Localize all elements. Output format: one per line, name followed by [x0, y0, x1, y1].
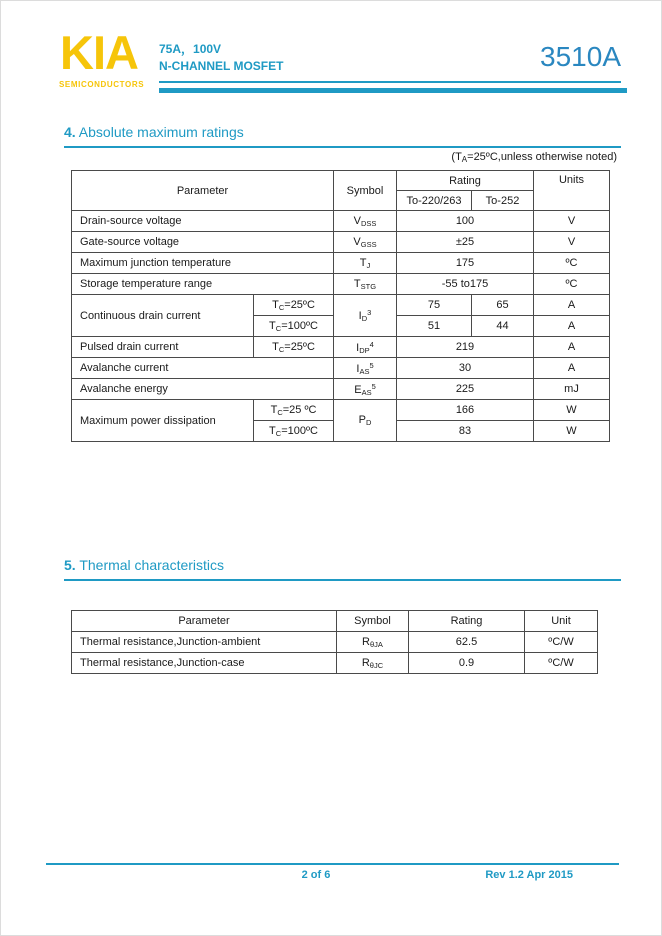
cell-rating: -55 to175: [397, 274, 534, 295]
cell-rating: 65: [472, 295, 534, 316]
table-header-row: [72, 611, 598, 632]
cell-unit: W: [534, 421, 610, 442]
table-row: [72, 653, 598, 674]
table-row: [72, 295, 610, 316]
cell-parameter: Pulsed drain current: [72, 337, 254, 358]
cell-rating: ±25: [397, 232, 534, 253]
table-row: [72, 253, 610, 274]
cell-rating: 83: [397, 421, 534, 442]
cell-symbol: IAS$^5$: [334, 358, 397, 379]
cell-rating: 219: [397, 337, 534, 358]
section-rule-thermal: [64, 579, 621, 581]
cell-unit: ºC: [534, 253, 610, 274]
header-parameter: Parameter: [72, 611, 337, 632]
cell-condition: TC=25ºC: [254, 295, 334, 316]
cell-rating: 166: [397, 400, 534, 421]
cell-unit: W: [534, 400, 610, 421]
table-row: [72, 632, 598, 653]
cell-rating: 51: [397, 316, 472, 337]
section-number: 5.: [64, 557, 76, 573]
test-condition-note: [451, 151, 617, 164]
cell-rating: 225: [397, 379, 534, 400]
cell-symbol: TJ: [334, 253, 397, 274]
cell-parameter: Gate-source voltage: [72, 232, 334, 253]
cell-rating: 75: [397, 295, 472, 316]
cell-symbol: VGSS: [334, 232, 397, 253]
section-label: Absolute maximum ratings: [75, 124, 244, 140]
cell-parameter: Thermal resistance,Junction-case: [72, 653, 337, 674]
table-header-row: [72, 171, 610, 191]
device-type-line: N-CHANNEL MOSFET: [159, 59, 284, 73]
cell-parameter: Maximum junction temperature: [72, 253, 334, 274]
table-row: [72, 358, 610, 379]
cell-parameter: Drain-source voltage: [72, 211, 334, 232]
cell-condition: TC=100ºC: [254, 316, 334, 337]
table-row: [72, 337, 610, 358]
cell-unit: V: [534, 232, 610, 253]
cell-rating: 0.9: [409, 653, 525, 674]
note-sub: A: [461, 155, 468, 164]
footer-rule: [46, 863, 619, 865]
header-rating: Rating: [397, 171, 534, 191]
note-pre: (T: [451, 151, 462, 163]
section-number: 4.: [64, 124, 76, 140]
section-title-thermal: [64, 557, 224, 573]
note-post: =25ºC,unless otherwise noted): [467, 151, 617, 163]
header-symbol: Symbol: [334, 171, 397, 211]
cell-symbol: VDSS: [334, 211, 397, 232]
cell-parameter: Avalanche current: [72, 358, 334, 379]
header-unit: Unit: [525, 611, 598, 632]
header-rating: Rating: [409, 611, 525, 632]
device-rating-line: 75A，100V: [159, 42, 222, 56]
revision-label: Rev 1.2 Apr 2015: [485, 869, 573, 881]
cell-symbol: IDP$^4$: [334, 337, 397, 358]
cell-condition: TC=100ºC: [254, 421, 334, 442]
cell-rating: 175: [397, 253, 534, 274]
cell-symbol: TSTG: [334, 274, 397, 295]
cell-rating: 30: [397, 358, 534, 379]
section-title-abs-max: [64, 124, 244, 140]
cell-parameter: Thermal resistance,Junction-ambient: [72, 632, 337, 653]
cell-symbol: PD: [334, 400, 397, 442]
table-row: [72, 232, 610, 253]
table-row: [72, 274, 610, 295]
header-pkg2: To-252: [472, 191, 534, 211]
cell-symbol: RθJC: [337, 653, 409, 674]
cell-symbol: RθJA: [337, 632, 409, 653]
header-rule-thin: [159, 81, 621, 83]
cell-rating: 44: [472, 316, 534, 337]
section-label: Thermal characteristics: [75, 557, 225, 573]
cell-condition: TC=25 ºC: [254, 400, 334, 421]
cell-rating: 62.5: [409, 632, 525, 653]
header-symbol: Symbol: [337, 611, 409, 632]
cell-symbol: $ID^3$: [334, 295, 397, 337]
header-units: Units: [534, 171, 610, 211]
cell-parameter: Avalanche energy: [72, 379, 334, 400]
header-pkg1: To-220/263: [397, 191, 472, 211]
section-rule-abs-max: [64, 146, 621, 148]
cell-rating: 100: [397, 211, 534, 232]
cell-parameter: Continuous drain current: [72, 295, 254, 337]
cell-parameter: Maximum power dissipation: [72, 400, 254, 442]
cell-unit: A: [534, 358, 610, 379]
table-row: [72, 379, 610, 400]
cell-condition: TC=25ºC: [254, 337, 334, 358]
cell-unit: A: [534, 295, 610, 316]
cell-unit: A: [534, 337, 610, 358]
cell-unit: V: [534, 211, 610, 232]
kia-logo: KIA: [60, 26, 138, 79]
cell-unit: mJ: [534, 379, 610, 400]
device-subtitle: [159, 41, 283, 75]
cell-parameter: Storage temperature range: [72, 274, 334, 295]
part-number: 3510A: [540, 41, 621, 72]
cell-symbol: EAS$^5$: [334, 379, 397, 400]
logo-subtext: SEMICONDUCTORS: [59, 80, 145, 89]
header-parameter: Parameter: [72, 171, 334, 211]
thermal-table: [71, 610, 598, 674]
table-row: [72, 400, 610, 421]
cell-unit: ºC/W: [525, 653, 598, 674]
cell-unit: A: [534, 316, 610, 337]
header-rule-thick: [159, 88, 627, 93]
page-number: 2 of 6: [301, 869, 331, 881]
cell-unit: ºC/W: [525, 632, 598, 653]
table-row: [72, 211, 610, 232]
abs-max-table: [71, 170, 610, 442]
cell-unit: ºC: [534, 274, 610, 295]
